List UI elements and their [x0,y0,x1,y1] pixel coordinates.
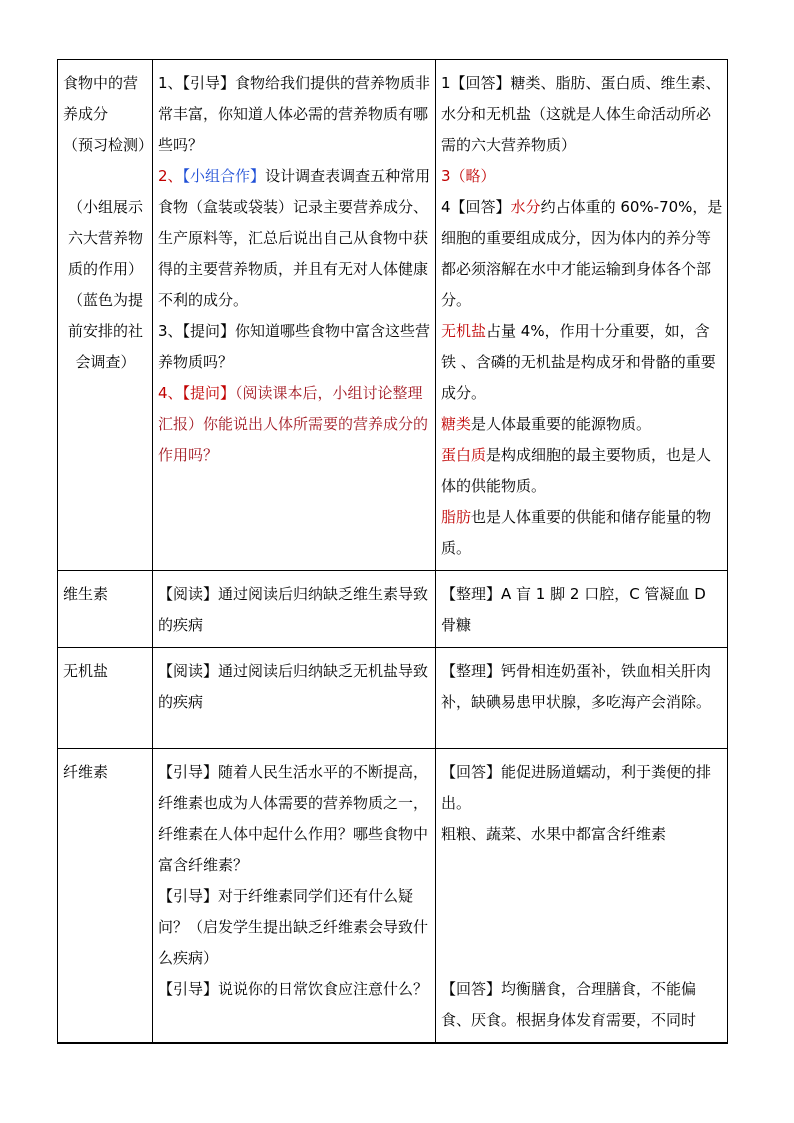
question-item [158,378,431,471]
group-work-text: 设计调查表调查五种常用食物（盒装或袋装）记录主要营养成分、生产原料等，汇总后说出自己从食物中获得的主要营养物质，并且有无对人体健康不利的成分。 [158,167,431,309]
item-number: 2、 [158,167,183,185]
guide-item: 【引导】对于纤维素同学们还有什么疑问？（启发学生提出缺乏纤维素会导致什么疾病） [158,887,429,967]
topic-note: （预习检测） [63,136,154,154]
answer-item [441,409,723,440]
group-work-tag: 【小组合作】 [182,167,266,185]
water-text: 约占体重的 60%-70%，是细胞的重要组成成分，因为体内的养分等都必须溶解在水中才能运输到身体各个部分。 [441,198,723,309]
answer-item [441,316,723,409]
water-term: 水分 [510,198,541,216]
table-row [58,749,728,1044]
topic-cell: 纤维素 [58,749,153,1044]
teacher-activity-cell: 【阅读】通过阅读后归纳缺乏维生素导致的疾病 [153,571,436,648]
lesson-table [57,59,728,1044]
protein-term: 蛋白质 [441,446,487,464]
answer-item: 粗粮、蔬菜、水果中都富含纤维素 [441,825,667,843]
fat-text: 也是人体重要的供能和储存能量的物质。 [441,508,712,557]
topic-title: 食物中的营养成分 [63,74,139,123]
teacher-activity-cell [153,60,436,571]
group-work-item [158,161,431,316]
table-row [58,60,728,571]
sugar-text: 是人体最重要的能源物质。 [471,415,652,433]
teacher-activity-cell: 【阅读】通过阅读后归纳缺乏无机盐导致的疾病 [153,648,436,749]
table-row [58,571,728,648]
student-activity-cell: 【整理】A 盲 1 脚 2 口腔，C 管凝血 D 骨糠 [436,571,728,648]
answer-item: 1【回答】糖类、脂肪、蛋白质、维生素、水分和无机盐（这就是人体生命活动所必需的六大营养物质） [441,74,721,154]
topic-note: （小组展示六大营养物质的作用） [67,198,143,278]
question-tag: 4、【提问】 [158,384,236,402]
answer-item: 3（略） [441,167,496,185]
answer-item: 【回答】均衡膳食，合理膳食，不能偏食、厌食。根据身体发育需要，不同时 [441,980,697,1029]
question-text: （阅读课本后，小组讨论整理汇报）你能说出人体所需要的营养成分的作用吗？ [158,384,429,464]
table-row [58,648,728,749]
guide-item: 【引导】说说你的日常饮食应注意什么？ [158,980,429,998]
answer-tag: 4【回答】 [441,198,511,216]
sugar-term: 糖类 [441,415,472,433]
question-item: 3、【提问】你知道哪些食物中富含这些营养物质吗？ [158,322,431,371]
salt-term: 无机盐 [441,322,487,340]
topic-note: （蓝色为提前安排的社会调查） [67,291,143,371]
answer-item: 【回答】能促进肠道蠕动，利于粪便的排出。 [441,763,712,812]
guide-item: 【引导】随着人民生活水平的不断提高，纤维素也成为人体需要的营养物质之一，纤维素在人体中起什么作用？哪些食物中富含纤维素？ [158,763,429,874]
student-activity-cell: 【整理】钙骨相连奶蛋补，铁血相关肝肉补，缺碘易患甲状腺，多吃海产会消除。 [436,648,728,749]
fat-term: 脂肪 [441,508,472,526]
teacher-activity-cell [153,749,436,1044]
answer-item [441,192,723,316]
answer-item [441,440,723,502]
student-activity-cell [436,749,728,1044]
student-activity-cell [436,60,728,571]
salt-text: 占量 4%，作用十分重要，如，含铁 、含磷的无机盐是构成牙和骨骼的重要成分。 [441,322,716,402]
topic-cell: 维生素 [58,571,153,648]
answer-item [441,502,723,564]
protein-text: 是构成细胞的最主要物质，也是人体的供能物质。 [441,446,712,495]
topic-cell [58,60,153,571]
topic-cell: 无机盐 [58,648,153,749]
guide-item: 1、【引导】食物给我们提供的营养物质非常丰富，你知道人体必需的营养物质有哪些吗？ [158,74,431,154]
